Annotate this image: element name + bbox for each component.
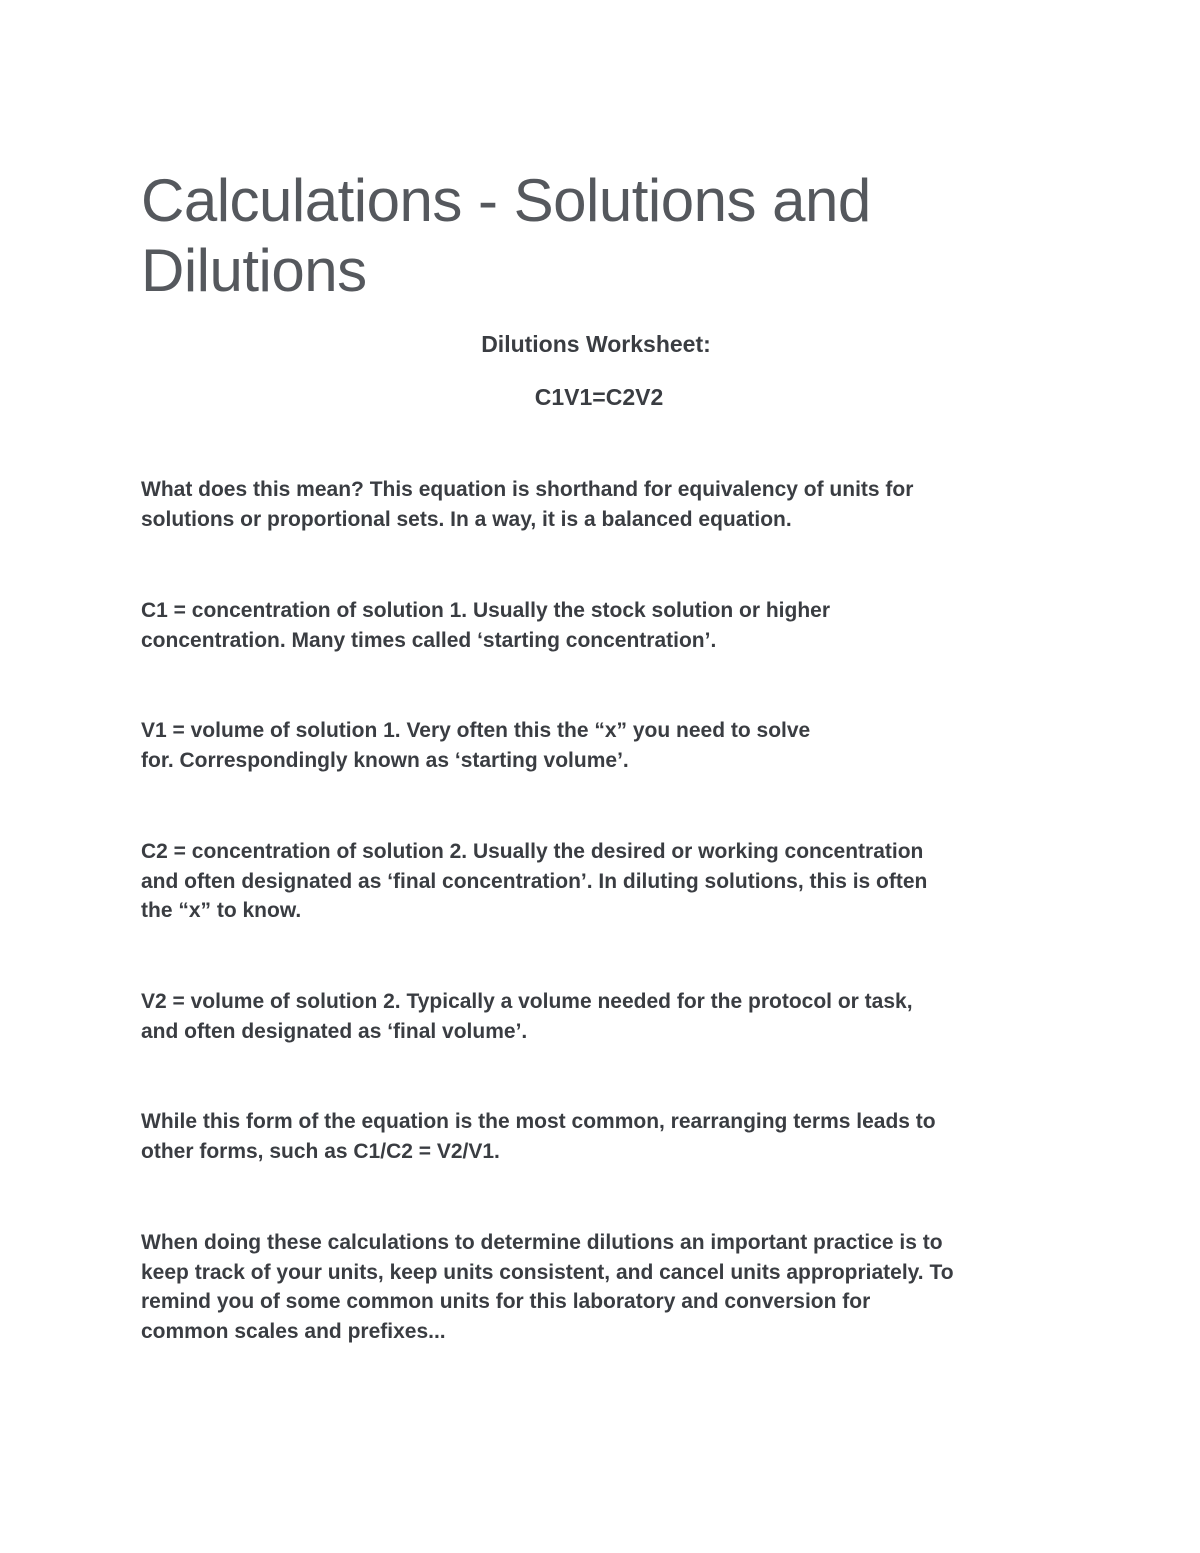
paragraph-rearranged-forms: [141, 1107, 1071, 1166]
paragraph-line: and often designated as ‘final concentration’. In diluting solutions, this is often: [141, 869, 928, 893]
paragraph-line: other forms, such as C1/C2 = V2/V1.: [141, 1139, 500, 1163]
paragraph-line: V1 = volume of solution 1. Very often this the “x” you need to solve: [141, 719, 811, 742]
title-line: Calculations - Solutions and: [141, 167, 871, 234]
worksheet-heading: Dilutions Worksheet:: [481, 331, 711, 357]
page-title: [141, 166, 1041, 306]
paragraph-v1-definition: [141, 716, 1071, 775]
paragraph-line: While this form of the equation is the most common, rearranging terms leads to: [141, 1110, 936, 1133]
paragraph-line: C2 = concentration of solution 2. Usually the desired or working concentration: [141, 840, 924, 863]
title-line: Dilutions: [141, 237, 367, 304]
paragraph-line: keep track of your units, keep units consistent, and cancel units appropriately. To: [141, 1260, 954, 1284]
paragraph-line: C1 = concentration of solution 1. Usually the stock solution or higher: [141, 599, 831, 622]
paragraph-line: the “x” to know.: [141, 899, 302, 922]
paragraph-v2-definition: [141, 987, 1071, 1046]
paragraph-line: common scales and prefixes...: [141, 1319, 446, 1343]
paragraph-line: V2 = volume of solution 2. Typically a volume needed for the protocol or task,: [141, 990, 913, 1013]
paragraph-line: solutions or proportional sets. In a way, it is a balanced equation.: [141, 507, 792, 531]
paragraph-line: When doing these calculations to determine dilutions an important practice is to: [141, 1231, 943, 1254]
paragraph-c2-definition: [141, 837, 1071, 926]
dilution-equation: C1V1=C2V2: [534, 384, 664, 410]
paragraph-line: concentration. Many times called ‘starting concentration’.: [141, 628, 717, 652]
paragraph-line: remind you of some common units for this laboratory and conversion for: [141, 1290, 871, 1313]
paragraph-c1-definition: [141, 596, 1071, 655]
paragraph-meaning: [141, 475, 1071, 534]
paragraph-line: What does this mean? This equation is shorthand for equivalency of units for: [141, 478, 914, 501]
paragraph-line: for. Correspondingly known as ‘starting volume’.: [141, 748, 629, 772]
paragraph-line: and often designated as ‘final volume’.: [141, 1019, 528, 1043]
paragraph-units-practice: [141, 1228, 1071, 1346]
